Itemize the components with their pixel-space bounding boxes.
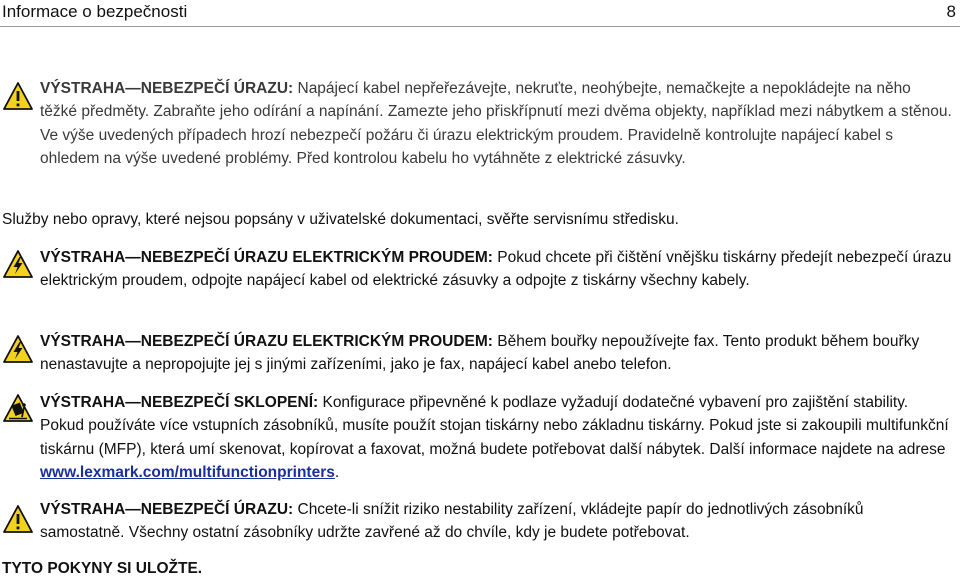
warning-label: VÝSTRAHA—NEBEZPEČÍ ÚRAZU ELEKTRICKÝM PROUDEM: — [40, 249, 493, 266]
service-note: Služby nebo opravy, které nejsou popsány v uživatelské dokumentaci, svěřte servisnímu středisku. — [2, 211, 679, 228]
warning-label: VÝSTRAHA—NEBEZPEČÍ ÚRAZU ELEKTRICKÝM PROUDEM: — [40, 333, 493, 350]
tipping-hazard-icon — [2, 392, 34, 424]
page-header — [0, 0, 960, 27]
warning-text-end: . — [334, 464, 340, 482]
warning-paper-trays — [40, 498, 952, 545]
header-title: Informace o bezpečnosti — [2, 2, 188, 21]
warning-tipping — [40, 391, 952, 485]
page-number: 8 — [946, 2, 956, 21]
shock-hazard-icon — [2, 248, 34, 280]
warning-text: Chcete-li snížit riziko nestability zařízení, vkládejte papír do jednotlivých zásobníků samostatně. Všechny ostatní zásobníky udržte zavřené až do chvíle, kdy je budete potřebovat. — [40, 501, 864, 542]
lexmark-link[interactable]: www.lexmark.com/multifunctionprinters — [40, 464, 335, 482]
caution-icon — [2, 503, 34, 535]
warning-crush-cable — [40, 77, 952, 171]
warning-text: Napájecí kabel nepřeřezávejte, nekruťte, neohýbejte, nemačkejte a nepokládejte na něho těžké předměty. Zabraňte jeho odírání a napínání. Zamezte jeho přiskřípnutí mezi dvěma objekty, například mezi nábytkem a stěnou. Ve výše uvedených případech hrozí nebezpečí požáru či úrazu elektrickým proudem. Pravidelně kontrolujte napájecí kabel s ohledem na výše uvedené problémy. Před kontrolou kabelu ho vytáhněte z elektrické zásuvky. — [40, 80, 952, 168]
warning-text: Pokud chcete při čištění vnějšku tiskárny předejít nebezpečí úrazu elektrickým proudem, odpojte napájecí kabel od elektrické zásuvky a odpojte z tiskárny všechny kabely. — [40, 249, 952, 290]
shock-hazard-icon — [2, 333, 34, 365]
warning-label: VÝSTRAHA—NEBEZPEČÍ ÚRAZU: — [40, 501, 294, 518]
warning-label: VÝSTRAHA—NEBEZPEČÍ ÚRAZU: — [40, 80, 294, 97]
warning-text: Konfigurace připevněné k podlaze vyžadují dodatečné vybavení pro zajištění stability. Pokud používáte více vstupních zásobníků, musíte použít stojan tiskárny nebo základnu tiskárny. Pokud jste si zakoupili multifunkční tiskárnu (MFP), která umí skenovat, kopírovat a faxovat, možná budete potřebovat další nábytek. Další informace najdete na adrese — [40, 394, 949, 458]
caution-icon — [2, 80, 34, 112]
warning-label: VÝSTRAHA—NEBEZPEČÍ SKLOPENÍ: — [40, 394, 319, 411]
warning-text: Během bouřky nepoužívejte fax. Tento produkt během bouřky nenastavujte a nepropojujte jej s jinými zařízeními, jako je fax, napájecí kabel anebo telefon. — [40, 333, 920, 374]
warning-shock-cleaning — [40, 246, 952, 293]
warning-shock-storm — [40, 330, 952, 377]
save-instructions: TYTO POKYNY SI ULOŽTE. — [2, 560, 203, 577]
